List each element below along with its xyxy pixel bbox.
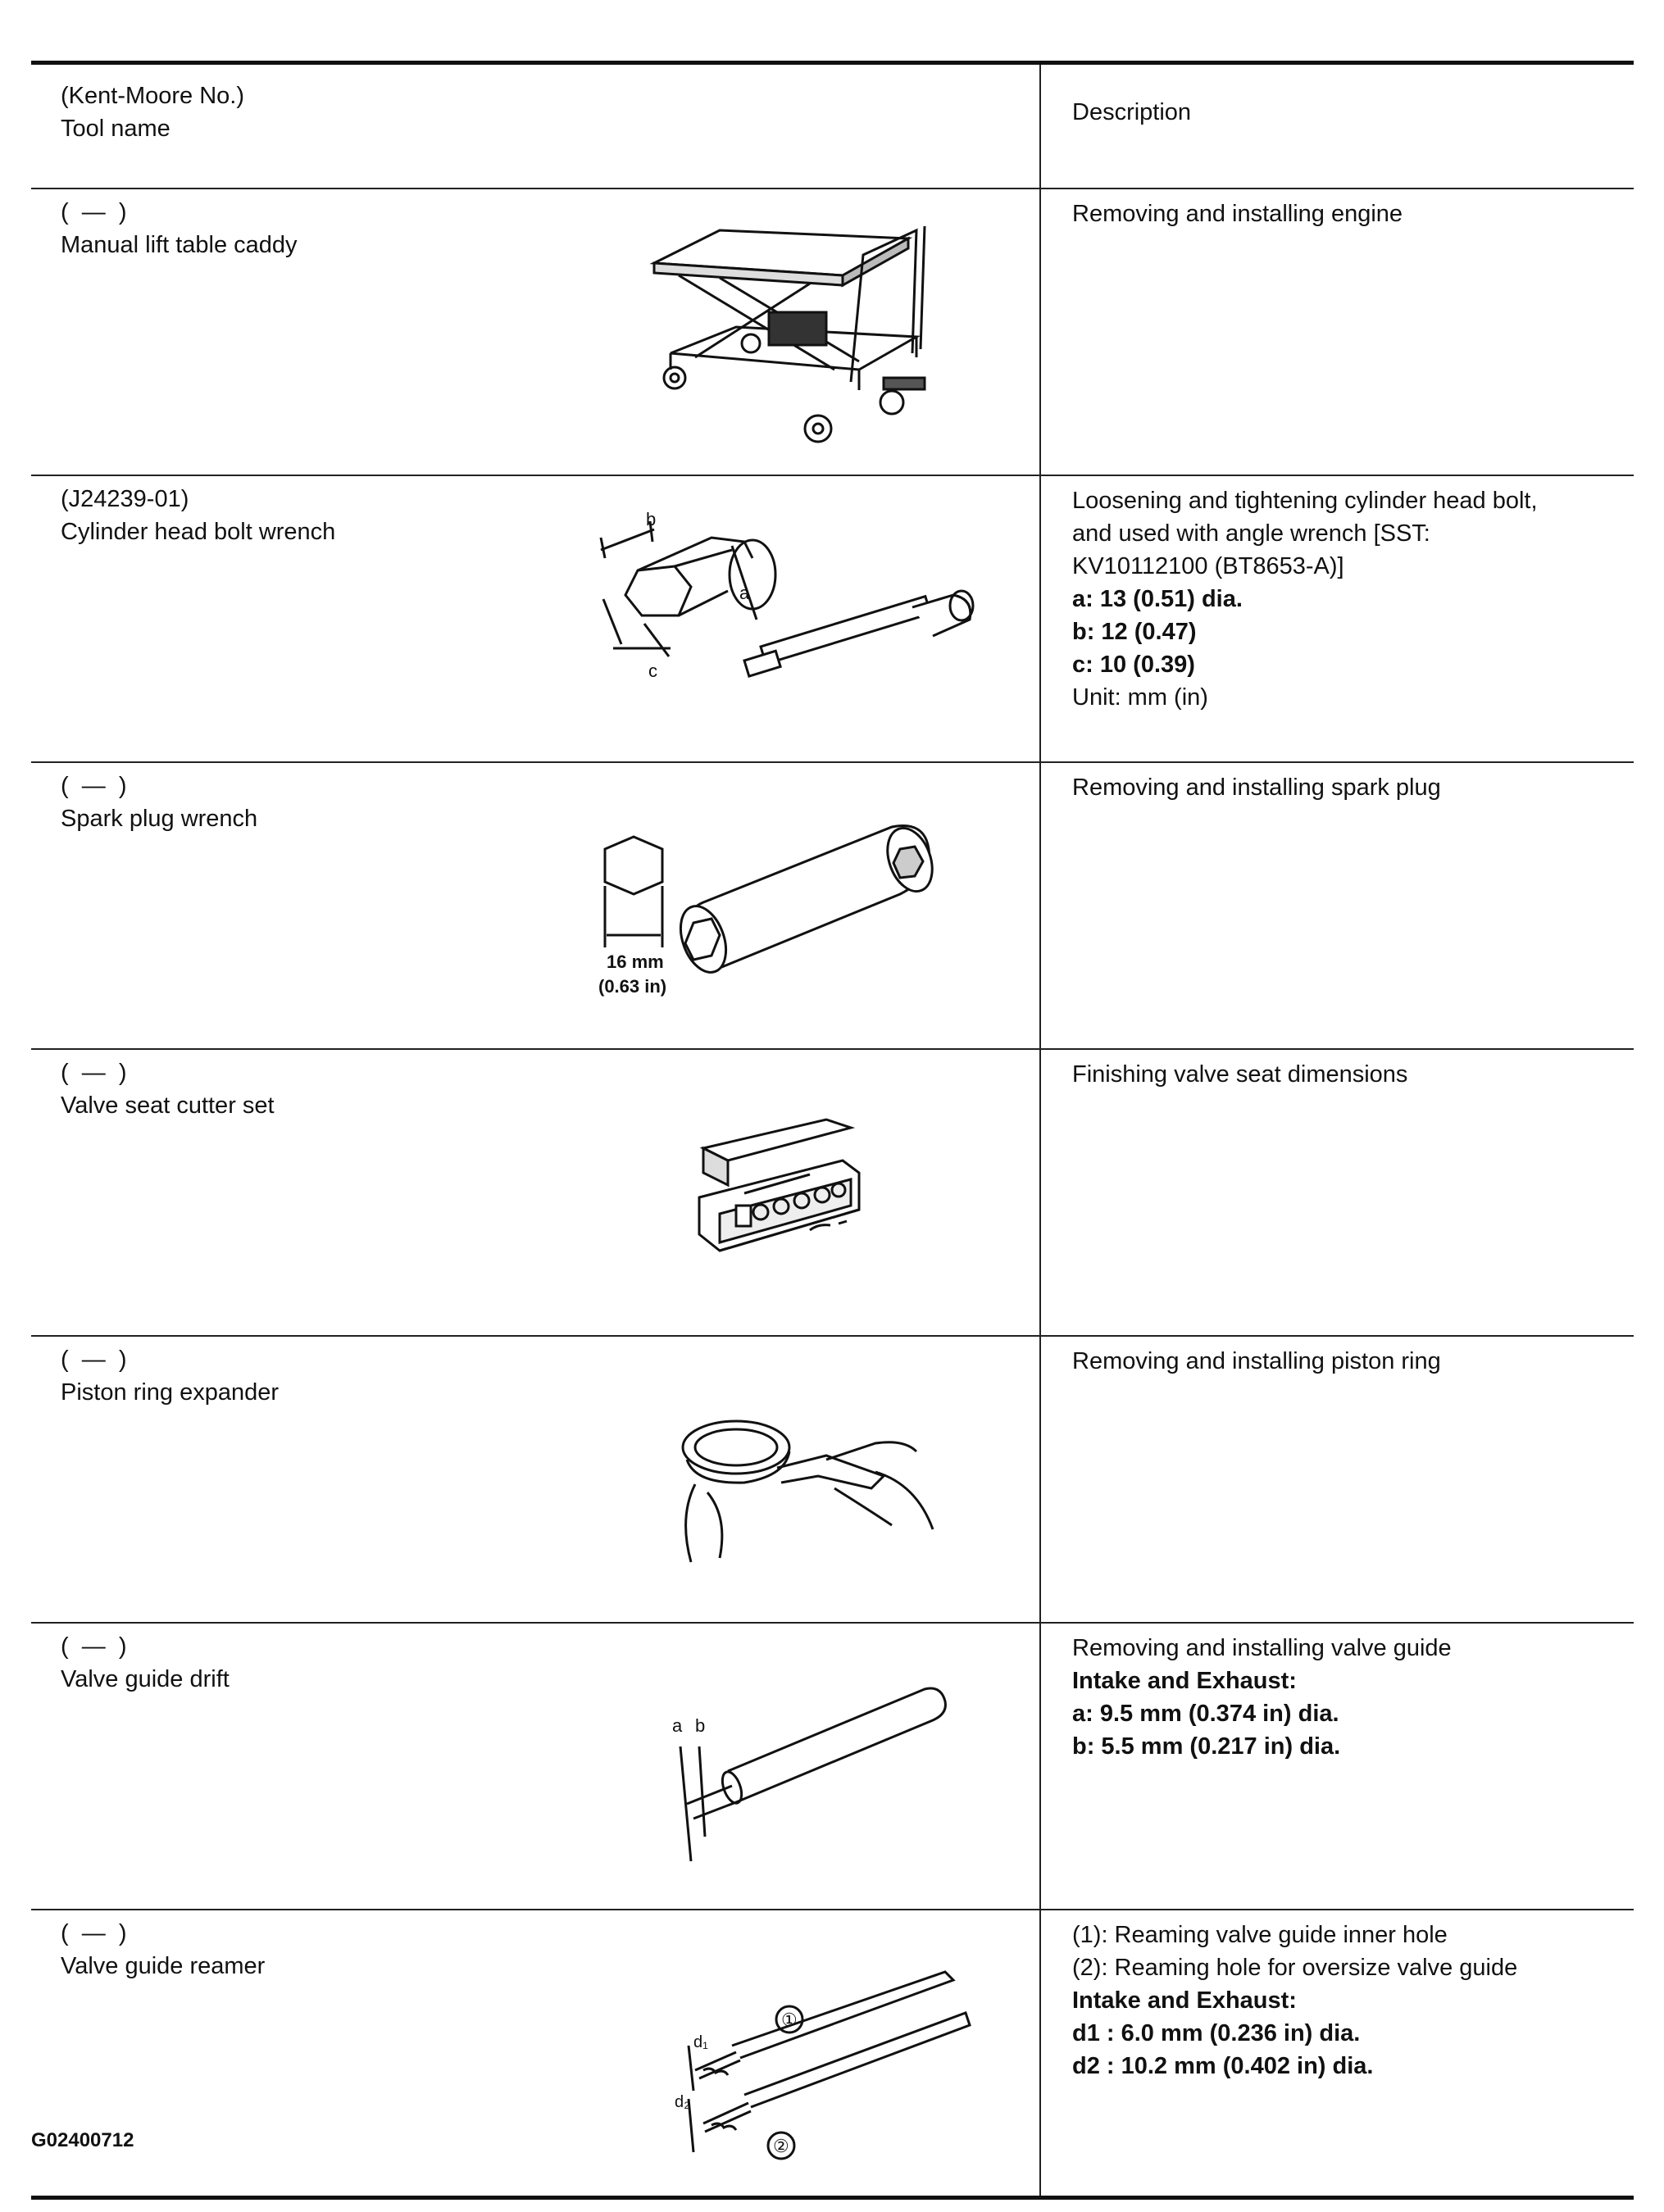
spec-heading: Intake and Exhaust: <box>1072 1668 1297 1694</box>
table-row <box>31 1623 1634 1910</box>
table-row <box>31 1049 1634 1336</box>
description-text: Removing and installing piston ring <box>1072 1348 1441 1374</box>
dimension-label-a: a <box>672 1715 683 1736</box>
cutter-set-case-icon <box>687 1115 916 1296</box>
tool-name: Valve guide reamer <box>61 1953 266 1979</box>
tool-cell <box>31 1623 1040 1910</box>
description-text: Removing and installing valve guide <box>1072 1635 1452 1661</box>
description-text: Removing and installing spark plug <box>1072 774 1441 801</box>
unit-note: Unit: mm (in) <box>1072 684 1208 711</box>
spec-a: a: 9.5 mm (0.374 in) dia. <box>1072 1701 1339 1727</box>
special-tools-table <box>31 61 1634 2200</box>
tool-cell <box>31 1049 1040 1336</box>
description-cell <box>1040 188 1634 475</box>
description-cell <box>1040 1049 1634 1336</box>
description-text: Removing and installing engine <box>1072 201 1403 227</box>
guide-drift-icon <box>654 1673 966 1886</box>
tool-name-header: Tool name <box>61 116 170 142</box>
guide-reamer-icon <box>654 1955 982 2177</box>
description-column-header <box>1040 63 1634 189</box>
description-header: Description <box>1072 99 1192 125</box>
spec-d2: d2 : 10.2 mm (0.402 in) dia. <box>1072 2053 1374 2079</box>
spec-a: a: 13 (0.51) dia. <box>1072 586 1243 612</box>
dimension-label-d2: d₂ <box>675 2093 690 2111</box>
spec-heading: Intake and Exhaust: <box>1072 1987 1297 2014</box>
tool-name: Valve seat cutter set <box>61 1092 275 1119</box>
kent-moore-number: ( — ) <box>61 773 127 799</box>
kent-moore-header: (Kent-Moore No.) <box>61 83 245 109</box>
description-cell <box>1040 1623 1634 1910</box>
tool-cell <box>31 188 1040 475</box>
spark-plug-socket-icon <box>589 804 1015 1017</box>
callout-2: ② <box>773 2136 789 2156</box>
table-row <box>31 762 1634 1049</box>
figure-code: G02400712 <box>31 2129 134 2151</box>
description-cell <box>1040 1910 1634 2198</box>
description-text: and used with angle wrench [SST: <box>1072 520 1430 547</box>
kent-moore-number: ( — ) <box>61 199 127 225</box>
dimension-label-mm: 16 mm <box>607 952 664 972</box>
tool-name: Spark plug wrench <box>61 806 258 832</box>
tool-cell <box>31 1336 1040 1623</box>
kent-moore-number: ( — ) <box>61 1060 127 1086</box>
kent-moore-number: ( — ) <box>61 1920 127 1946</box>
description-text: (1): Reaming valve guide inner hole <box>1072 1922 1448 1948</box>
lift-table-icon <box>646 206 957 452</box>
description-cell <box>1040 1336 1634 1623</box>
spec-d1: d1 : 6.0 mm (0.236 in) dia. <box>1072 2020 1361 2046</box>
tool-name: Piston ring expander <box>61 1379 279 1406</box>
description-text: Loosening and tightening cylinder head bolt, <box>1072 488 1538 514</box>
tool-name: Valve guide drift <box>61 1666 230 1692</box>
dimension-label-b: b <box>646 509 657 529</box>
table-row <box>31 188 1634 475</box>
tool-cell <box>31 762 1040 1049</box>
kent-moore-number: ( — ) <box>61 1633 127 1660</box>
tool-table-page <box>31 61 1634 2200</box>
dimension-label-d1: d₁ <box>693 2033 708 2051</box>
dimension-label-c: c <box>648 661 657 681</box>
tool-name: Cylinder head bolt wrench <box>61 519 336 545</box>
dimension-label-b: b <box>695 1715 706 1736</box>
description-cell <box>1040 762 1634 1049</box>
table-row <box>31 475 1634 762</box>
spec-b: b: 5.5 mm (0.217 in) dia. <box>1072 1733 1341 1760</box>
kent-moore-number: (J24239-01) <box>61 486 189 512</box>
tool-cell <box>31 1910 1040 2198</box>
table-row <box>31 1910 1634 2198</box>
table-header-row <box>31 63 1634 189</box>
description-text: KV10112100 (BT8653-A)] <box>1072 553 1344 579</box>
spec-c: c: 10 (0.39) <box>1072 652 1195 678</box>
spec-b: b: 12 (0.47) <box>1072 619 1197 645</box>
tool-name-column-header <box>31 63 1040 189</box>
description-text: (2): Reaming hole for oversize valve guide <box>1072 1955 1518 1981</box>
dimension-label-a: a <box>739 583 750 603</box>
table-row <box>31 1336 1634 1623</box>
callout-1: ① <box>781 2010 798 2030</box>
head-bolt-wrench-icon <box>589 501 998 738</box>
tool-cell <box>31 475 1040 762</box>
kent-moore-number: ( — ) <box>61 1347 127 1373</box>
ring-expander-icon <box>671 1394 941 1591</box>
tool-name: Manual lift table caddy <box>61 232 298 258</box>
dimension-label-in: (0.63 in) <box>598 976 667 997</box>
description-cell <box>1040 475 1634 762</box>
description-text: Finishing valve seat dimensions <box>1072 1061 1408 1088</box>
